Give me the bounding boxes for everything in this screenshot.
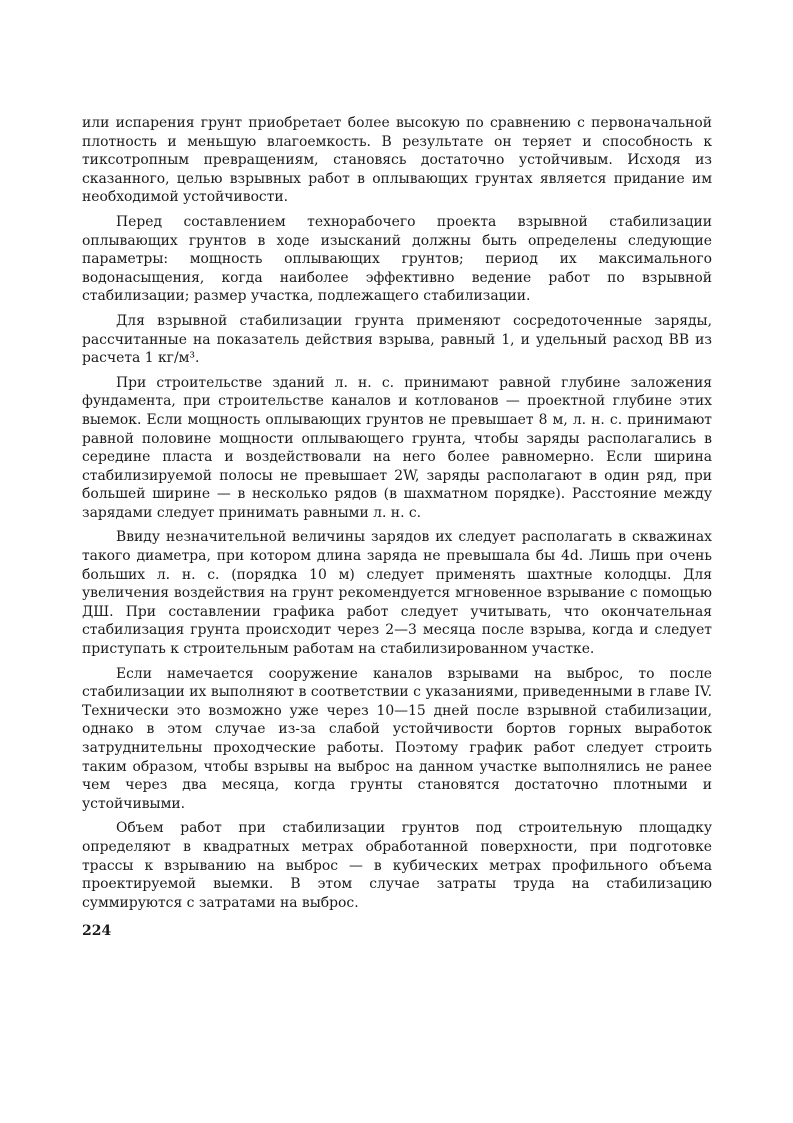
paragraph-1: или испарения грунт приобретает более высокую по сравнению с первоначальной плотность и меньшую влагоемкость. В результате он теряет и способность к тиксотропным превращениям, становясь достаточно устойчивым. Исходя из сказанного, целью взрывных работ в оплывающих грунтах является придание им необходимой устойчивости. <box>82 115 712 206</box>
paragraph-3: Для взрывной стабилизации грунта применяют сосредоточенные заряды, рассчитанные на показатель действия взрыва, равный 1, и удельный расход ВВ из расчета 1 кг/м³. <box>82 312 712 367</box>
paragraph-2: Перед составлением технорабочего проекта взрывной стабилизации оплывающих грунтов в ходе изысканий должны быть определены следующие параметры: мощность оплывающих грунтов; период их максимального водонасыщения, когда наиболее эффективно ведение работ по взрывной стабилизации; размер участка, подлежащего стабилизации. <box>82 213 712 305</box>
paragraph-7: Объем работ при стабилизации грунтов под строительную площадку определяют в квадратных метрах обработанной поверхности, при подготовке трассы к взрыванию на выброс — в кубических метрах профильного объема проектируемой выемки. В этом случае затраты труда на стабилизацию суммируются с затратами на выброс. <box>82 820 712 911</box>
page-number: 224 <box>82 923 112 940</box>
paragraph-6: Если намечается сооружение каналов взрывами на выброс, то после стабилизации их выполняют в соответствии с указаниями, приведенными в главе IV. Технически это возможно уже через 10—15 дней после взрывной стабилизации, однако в этом случае из-за слабой устойчивости бортов горных выработок затруднительны проходческие работы. Поэтому график работ следует строить таким образом, чтобы взрывы на выброс на данном участке выполнялись не ранее чем через два месяца, когда грунты становятся достаточно плотными и устойчивыми. <box>82 665 712 812</box>
paragraph-4: При строительстве зданий л. н. с. принимают равной глубине заложения фундамента, при строительстве каналов и котлованов — проектной глубине этих выемок. Если мощность оплывающих грунтов не превышает 8 м, л. н. с. принимают равной половине мощности оплывающего грунта, чтобы заряды располагались в середине пласта и воздействовали на него более равномерно. Если ширина стабилизируемой полосы не превышает 2W, заряды располагают в один ряд, при большей ширине — в несколько рядов (в шахматном порядке). Расстояние между зарядами следует принимать равными л. н. с. <box>82 374 712 521</box>
paragraph-5: Ввиду незначительной величины зарядов их следует располагать в скважинах такого диаметра, при котором длина заряда не превышала бы 4d. Лишь при очень больших л. н. с. (порядка 10 м) следует применять шахтные колодцы. Для увеличения воздействия на грунт рекомендуется мгновенное взрывание с помощью ДШ. При составлении графика работ следует учитывать, что окончательная стабилизация грунта происходит через 2—3 месяца после взрыва, когда и следует приступать к строительным работам на стабилизированном участке. <box>82 529 712 658</box>
document-page <box>82 114 712 940</box>
